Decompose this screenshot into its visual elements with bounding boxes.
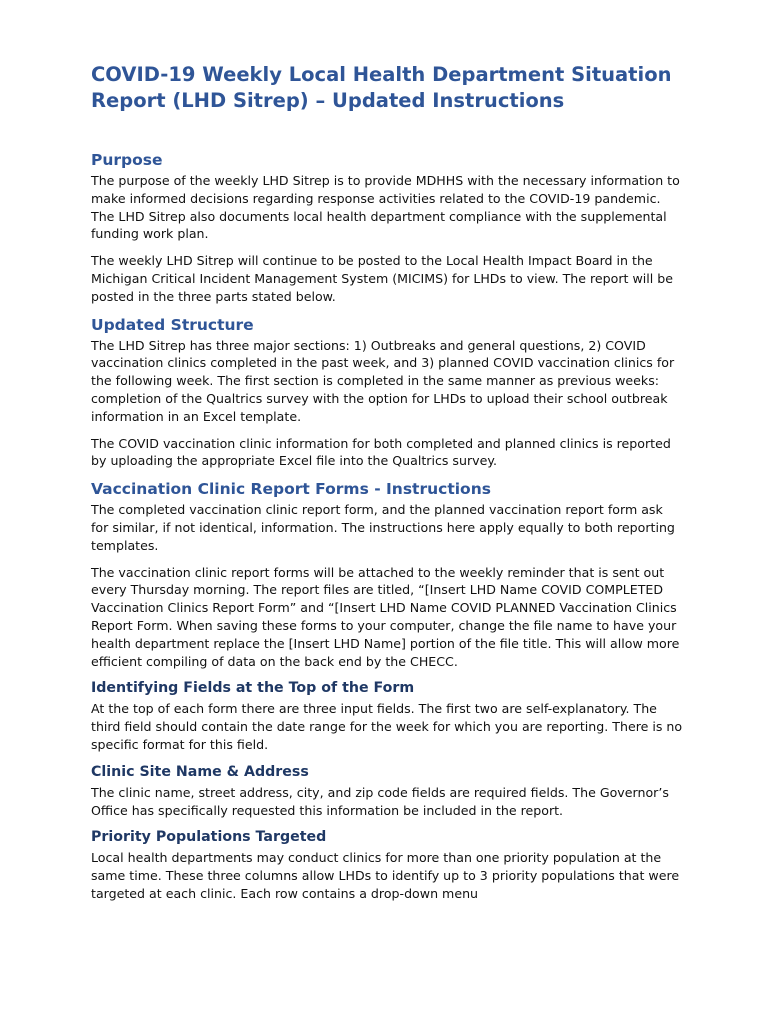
section-purpose: [91, 150, 683, 306]
subsection-heading-identifying-fields: Identifying Fields at the Top of the Form: [91, 680, 415, 697]
section-vaccination-clinic-report-forms: [91, 479, 683, 670]
subsection-heading-priority-populations: Priority Populations Targeted: [91, 829, 327, 846]
paragraph: The LHD Sitrep has three major sections: 1) Outbreaks and general questions, 2) COVID vaccination clinics completed in the past week, and 3) planned COVID vaccination clinics for the following week. The first section is completed in the same manner as previous weeks: completion of the Qualtrics survey with the option for LHDs to upload their school outbreak information in an Excel template.: [91, 337, 675, 424]
paragraph: The weekly LHD Sitrep will continue to be posted to the Local Health Impact Board in the Michigan Critical Incident Management System (MICIMS) for LHDs to view. The report will be posted in the three parts stated below.: [91, 253, 674, 304]
section-heading-purpose: Purpose: [91, 151, 163, 169]
subsection-heading-clinic-site-name-address: Clinic Site Name & Address: [91, 763, 309, 780]
paragraph: At the top of each form there are three input fields. The first two are self-explanatory. The third field should contain the date range for the week for which you are reporting. There is no specific format for this field.: [91, 701, 683, 752]
paragraph: The vaccination clinic report forms will be attached to the weekly reminder that is sent out every Thursday morning. The report files are titled, “[Insert LHD Name COVID COMPLETED Vaccination Clinics Report Form” and “[Insert LHD Name COVID PLANNED Vaccination Clinics Report Form. When saving these forms to your computer, change the file name to have your health department replace the [Insert LHD Name] portion of the file title. This will allow more efficient compiling of data on the back end by the CHECC.: [91, 564, 680, 669]
section-heading-vaccination-clinic-report-forms: Vaccination Clinic Report Forms - Instructions: [91, 480, 491, 499]
paragraph: The COVID vaccination clinic information for both completed and planned clinics is reported by uploading the appropriate Excel file into the Qualtrics survey.: [91, 435, 671, 469]
paragraph: The purpose of the weekly LHD Sitrep is to provide MDHHS with the necessary information to make informed decisions regarding response activities related to the COVID-19 pandemic. The LHD Sitrep also documents local health department compliance with the supplemental funding work plan.: [91, 173, 680, 242]
subsection-identifying-fields: [91, 679, 683, 753]
section-updated-structure: [91, 315, 683, 471]
subsection-priority-populations: [91, 828, 683, 902]
paragraph: The clinic name, street address, city, and zip code fields are required fields. The Governor’s Office has specifically requested this information be included in the report.: [91, 784, 669, 818]
paragraph: Local health departments may conduct clinics for more than one priority population at the same time. These three columns allow LHDs to identify up to 3 priority populations that were targeted at each clinic. Each row contains a drop-down menu: [91, 850, 680, 901]
paragraph: The completed vaccination clinic report form, and the planned vaccination report form ask for similar, if not identical, information. The instructions here apply equally to both reporting templates.: [91, 502, 675, 553]
document-title: COVID-19 Weekly Local Health Department Situation Report (LHD Sitrep) – Updated Instructions: [91, 63, 672, 112]
document-page: [91, 62, 683, 912]
subsection-clinic-site-name-address: [91, 763, 683, 820]
section-heading-updated-structure: Updated Structure: [91, 315, 254, 334]
